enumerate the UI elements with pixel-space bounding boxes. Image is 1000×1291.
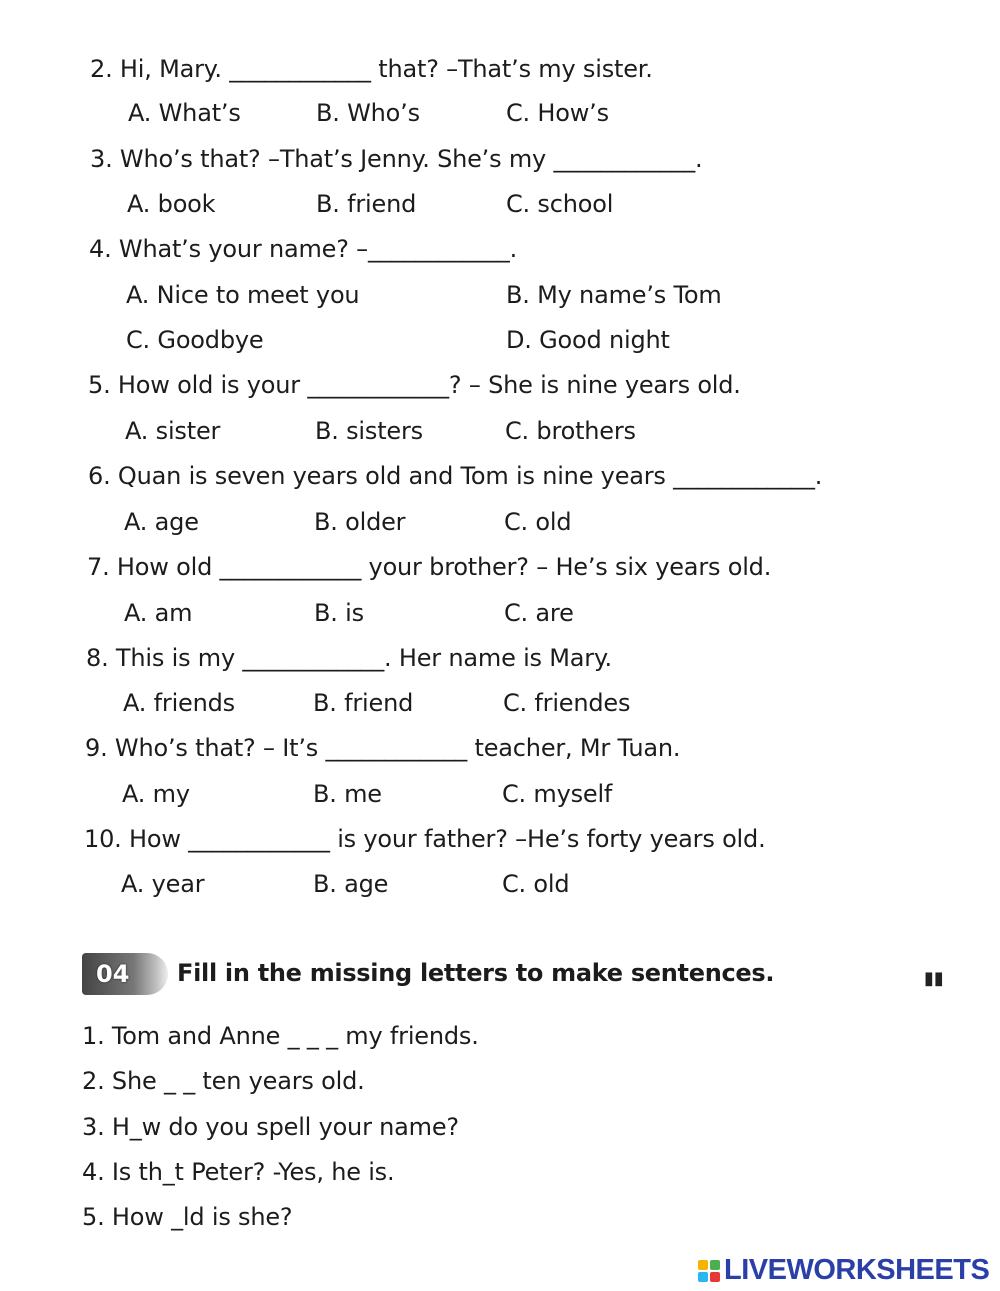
question-10-option-a: A. year (121, 870, 205, 898)
question-3-option-b: B. friend (316, 190, 417, 218)
question-2: 2. Hi, Mary. ____________ that? –That’s my sister. (90, 55, 653, 83)
question-4-option-d: D. Good night (506, 326, 670, 354)
liveworksheets-logo (698, 1254, 989, 1287)
question-4-option-b: B. My name’s Tom (506, 281, 722, 309)
fill-item-1: 1. Tom and Anne _ _ _ my friends. (82, 1022, 479, 1050)
question-3-option-c: C. school (506, 190, 614, 218)
question-4-option-a: A. Nice to meet you (126, 281, 360, 309)
question-9-option-c: C. myself (502, 780, 613, 808)
question-5-option-c: C. brothers (505, 417, 636, 445)
question-3-option-a: A. book (127, 190, 216, 218)
logo-square-1 (698, 1260, 708, 1270)
logo-square-4 (710, 1272, 720, 1282)
section-number-badge (82, 953, 168, 995)
question-7: 7. How old ____________ your brother? – He’s six years old. (87, 553, 772, 581)
question-5-option-a: A. sister (125, 417, 221, 445)
liveworksheets-logo-icon (698, 1260, 720, 1282)
question-2-option-b: B. Who’s (316, 99, 420, 127)
logo-square-2 (710, 1260, 720, 1270)
fill-item-2: 2. She _ _ ten years old. (82, 1067, 365, 1095)
question-4: 4. What’s your name? –____________. (89, 235, 518, 263)
question-9: 9. Who’s that? – It’s ____________ teacher, Mr Tuan. (85, 734, 681, 762)
question-6-option-b: B. older (314, 508, 406, 536)
question-7-option-b: B. is (314, 599, 364, 627)
question-6: 6. Quan is seven years old and Tom is nine years ____________. (88, 462, 823, 490)
question-5-option-b: B. sisters (315, 417, 423, 445)
question-2-option-c: C. How’s (506, 99, 609, 127)
question-2-option-a: A. What’s (128, 99, 241, 127)
fill-item-5: 5. How _ld is she? (82, 1203, 293, 1231)
question-7-option-a: A. am (124, 599, 193, 627)
question-9-option-b: B. me (313, 780, 382, 808)
liveworksheets-logo-text: LIVEWORKSHEETS (724, 1254, 990, 1286)
question-8-option-c: C. friendes (503, 689, 631, 717)
question-5: 5. How old is your ____________? – She is nine years old. (88, 371, 741, 399)
decorative-mark-icon: ▮▮ (924, 968, 944, 989)
fill-item-4: 4. Is th_t Peter? -Yes, he is. (82, 1158, 395, 1186)
question-4-option-c: C. Goodbye (126, 326, 264, 354)
question-10-option-b: B. age (313, 870, 389, 898)
section-title: Fill in the missing letters to make sentences. (177, 959, 775, 987)
question-10-option-c: C. old (502, 870, 570, 898)
logo-square-3 (698, 1272, 708, 1282)
question-7-option-c: C. are (504, 599, 574, 627)
question-8-option-b: B. friend (313, 689, 414, 717)
question-8: 8. This is my ____________. Her name is Mary. (86, 644, 612, 672)
question-9-option-a: A. my (122, 780, 190, 808)
question-6-option-c: C. old (504, 508, 572, 536)
question-6-option-a: A. age (124, 508, 199, 536)
question-3: 3. Who’s that? –That’s Jenny. She’s my ____________. (90, 145, 703, 173)
fill-item-3: 3. H_w do you spell your name? (82, 1113, 459, 1141)
section-number: 04 (96, 960, 130, 988)
question-8-option-a: A. friends (123, 689, 235, 717)
question-10: 10. How ____________ is your father? –He’s forty years old. (84, 825, 766, 853)
